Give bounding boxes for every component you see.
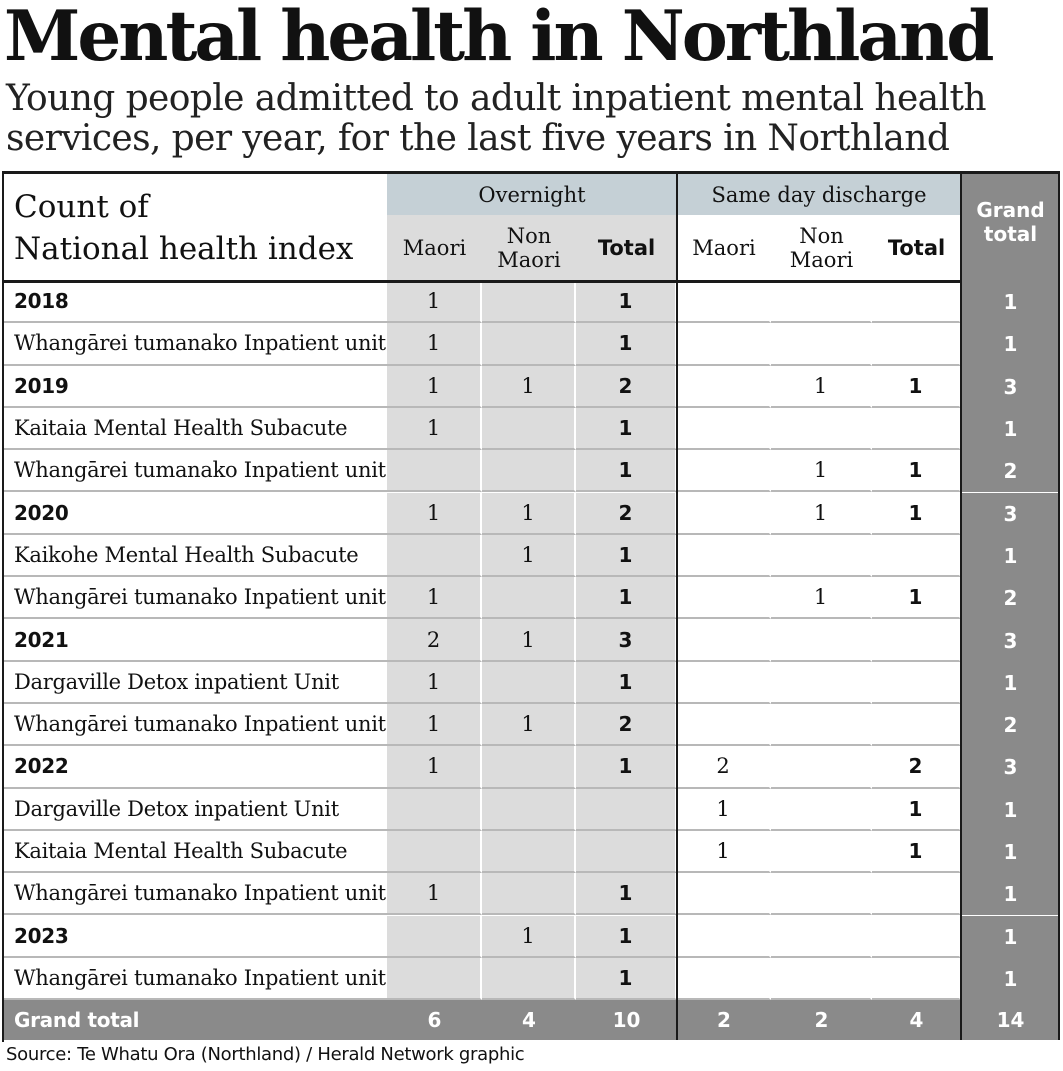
table-cell: 1	[387, 493, 482, 535]
grand-total-cell: 4	[872, 1000, 961, 1040]
table-cell	[872, 704, 961, 746]
group-divider	[676, 174, 678, 1040]
grand-total-header: Grand total	[961, 174, 1060, 281]
table-cell	[482, 281, 576, 323]
table-cell: 3	[576, 619, 677, 661]
table-cell	[677, 493, 771, 535]
row-label-header-text: Count of National health index	[14, 188, 354, 267]
table-cell: 1	[677, 789, 771, 831]
table-cell: 1	[872, 577, 961, 619]
table-cell: 1	[482, 916, 576, 958]
table-cell	[677, 662, 771, 704]
table-cell	[387, 831, 482, 873]
table-cell: 1	[872, 493, 961, 535]
table-cell	[677, 281, 771, 323]
table-cell: 3	[961, 366, 1060, 408]
table-cell: 1	[961, 281, 1060, 323]
grand-total-divider	[960, 174, 962, 1040]
table-cell: 2	[677, 746, 771, 788]
group-header-same-day: Same day discharge	[677, 174, 961, 215]
table-cell: 1	[576, 916, 677, 958]
unit-row-label: Whangārei tumanako Inpatient unit	[4, 704, 387, 746]
table-cell: 1	[872, 831, 961, 873]
table-cell	[482, 662, 576, 704]
table-cell: 1	[387, 323, 482, 365]
column-header-same-day-maori: Maori	[692, 236, 756, 260]
table-cell	[771, 916, 872, 958]
table-cell: 1	[961, 873, 1060, 915]
table-cell: 1	[576, 873, 677, 915]
table-cell: 3	[961, 493, 1060, 535]
table-cell: 2	[961, 577, 1060, 619]
table-cell	[677, 408, 771, 450]
table-cell: 1	[387, 746, 482, 788]
table-cell	[482, 577, 576, 619]
table-cell	[771, 958, 872, 1000]
table-cell	[677, 535, 771, 577]
group-header-overnight: Overnight	[387, 174, 677, 215]
year-row-label: 2021	[4, 619, 387, 661]
table-cell	[576, 831, 677, 873]
table-cell	[872, 408, 961, 450]
table-cell	[482, 450, 576, 492]
grand-total-cell: 4	[482, 1000, 576, 1040]
table-cell	[771, 831, 872, 873]
table-cell	[771, 281, 872, 323]
unit-row-label: Whangārei tumanako Inpatient unit	[4, 577, 387, 619]
table-cell: 2	[872, 746, 961, 788]
table-cell: 1	[576, 746, 677, 788]
table-cell	[872, 873, 961, 915]
table-cell	[677, 704, 771, 746]
table-cell: 2	[576, 704, 677, 746]
table-cell	[872, 916, 961, 958]
year-row-label: 2022	[4, 746, 387, 788]
page-title: Mental health in Northland	[4, 0, 992, 77]
table-cell: 1	[482, 535, 576, 577]
year-row-label: 2023	[4, 916, 387, 958]
grand-total-cell: 2	[677, 1000, 771, 1040]
table-cell: 1	[387, 873, 482, 915]
table-cell: 1	[961, 958, 1060, 1000]
table-cell	[872, 281, 961, 323]
table-cell	[387, 789, 482, 831]
year-row-label: 2018	[4, 281, 387, 323]
table-cell	[872, 619, 961, 661]
table-cell: 1	[771, 366, 872, 408]
table-cell: 1	[576, 662, 677, 704]
table-cell: 1	[387, 366, 482, 408]
table-cell	[482, 789, 576, 831]
column-header-overnight-total: Total	[576, 215, 677, 281]
unit-row-label: Whangārei tumanako Inpatient unit	[4, 450, 387, 492]
table-cell	[771, 535, 872, 577]
table-cell	[771, 873, 872, 915]
table-cell: 1	[576, 450, 677, 492]
table-cell: 1	[677, 831, 771, 873]
table-cell: 1	[771, 493, 872, 535]
table-cell	[872, 958, 961, 1000]
table-cell: 3	[961, 746, 1060, 788]
table-cell	[771, 323, 872, 365]
table-cell	[771, 746, 872, 788]
table-cell	[677, 916, 771, 958]
table-cell	[482, 746, 576, 788]
table-cell: 1	[576, 958, 677, 1000]
data-table	[2, 171, 1060, 1042]
table-cell: 2	[961, 450, 1060, 492]
unit-row-label: Whangārei tumanako Inpatient unit	[4, 958, 387, 1000]
table-cell: 1	[961, 408, 1060, 450]
grand-total-cell: 6	[387, 1000, 482, 1040]
table-cell	[387, 450, 482, 492]
table-cell: 1	[961, 323, 1060, 365]
table-cell: 1	[482, 704, 576, 746]
table-cell: 1	[872, 366, 961, 408]
table-cell: 1	[576, 535, 677, 577]
table-cell	[576, 789, 677, 831]
table-cell: 1	[961, 831, 1060, 873]
grand-total-cell: 10	[576, 1000, 677, 1040]
column-header-same-day-total: Total	[887, 236, 946, 260]
table-cell: 1	[387, 704, 482, 746]
table-cell: 2	[387, 619, 482, 661]
column-header-overnight-maori: Maori	[387, 215, 482, 281]
table-cell	[771, 704, 872, 746]
table-cell	[677, 958, 771, 1000]
table-cell: 1	[576, 281, 677, 323]
table-cell: 1	[872, 789, 961, 831]
table-right-border	[1058, 174, 1060, 1040]
unit-row-label: Whangārei tumanako Inpatient unit	[4, 323, 387, 365]
table-cell: 1	[576, 577, 677, 619]
table-cell: 1	[576, 408, 677, 450]
table-cell	[482, 873, 576, 915]
table-cell	[677, 366, 771, 408]
year-row-label: 2019	[4, 366, 387, 408]
table-cell: 1	[387, 408, 482, 450]
table-cell: 1	[961, 916, 1060, 958]
unit-row-label: Dargaville Detox inpatient Unit	[4, 789, 387, 831]
table-cell	[482, 323, 576, 365]
table-cell	[872, 323, 961, 365]
grand-total-cell: 14	[961, 1000, 1060, 1040]
table-cell: 1	[387, 577, 482, 619]
table-cell: 1	[576, 323, 677, 365]
table-cell	[482, 408, 576, 450]
table-cell	[677, 619, 771, 661]
table-cell: 3	[961, 619, 1060, 661]
table-cell	[677, 450, 771, 492]
year-row-label: 2020	[4, 493, 387, 535]
table-cell: 1	[482, 366, 576, 408]
table-cell: 1	[387, 281, 482, 323]
table-cell	[677, 873, 771, 915]
table-cell: 1	[482, 619, 576, 661]
table-cell	[771, 619, 872, 661]
grand-total-row-label: Grand total	[4, 1000, 387, 1040]
unit-row-label: Kaitaia Mental Health Subacute	[4, 408, 387, 450]
table-cell: 1	[482, 493, 576, 535]
source-credit: Source: Te Whatu Ora (Northland) / Herald Network graphic	[6, 1044, 525, 1065]
column-header-same-day-non-maori: Non Maori	[789, 224, 854, 272]
table-cell: 2	[576, 493, 677, 535]
table-cell	[482, 831, 576, 873]
table-cell	[771, 408, 872, 450]
table-cell: 2	[576, 366, 677, 408]
table-cell	[387, 958, 482, 1000]
subtitle: Young people admitted to adult inpatient mental health services, per year, for the last five years in Northland	[6, 78, 986, 159]
table-cell: 1	[387, 662, 482, 704]
unit-row-label: Kaitaia Mental Health Subacute	[4, 831, 387, 873]
table-cell	[387, 535, 482, 577]
table-cell	[482, 958, 576, 1000]
table-cell	[771, 789, 872, 831]
table-cell: 1	[771, 577, 872, 619]
table-cell: 1	[961, 662, 1060, 704]
unit-row-label: Kaikohe Mental Health Subacute	[4, 535, 387, 577]
table-cell: 1	[872, 450, 961, 492]
unit-row-label: Whangārei tumanako Inpatient unit	[4, 873, 387, 915]
table-cell: 1	[961, 535, 1060, 577]
column-header-overnight-non-maori: Non Maori	[482, 215, 576, 281]
grand-total-cell: 2	[771, 1000, 872, 1040]
table-cell	[677, 323, 771, 365]
table-cell	[872, 535, 961, 577]
row-label-header	[4, 174, 387, 281]
table-cell	[872, 662, 961, 704]
table-cell: 2	[961, 704, 1060, 746]
unit-row-label: Dargaville Detox inpatient Unit	[4, 662, 387, 704]
table-cell	[387, 916, 482, 958]
table-cell	[677, 577, 771, 619]
table-cell: 1	[961, 789, 1060, 831]
table-cell	[771, 662, 872, 704]
header-divider	[4, 280, 961, 283]
table-cell: 1	[771, 450, 872, 492]
